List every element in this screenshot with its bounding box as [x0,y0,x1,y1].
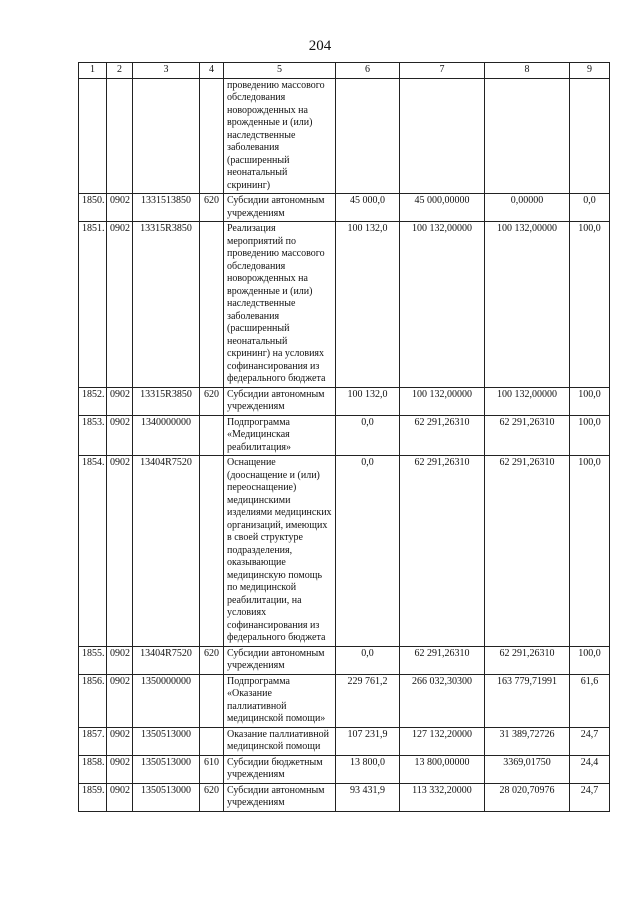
description-cell: Субсидии автономным учреждениям [224,387,336,415]
table-row [79,674,610,727]
percent-cell: 100,0 [570,387,610,415]
expense-type-cell [200,727,224,755]
section-code-cell: 0902 [107,674,133,727]
section-code-cell: 0902 [107,727,133,755]
section-code-cell: 0902 [107,415,133,456]
target-code-cell: 1350000000 [133,674,200,727]
approved-amount-cell: 127 132,20000 [400,727,485,755]
expense-type-cell [200,78,224,194]
budget-table [78,62,610,812]
header-cell: 3 [133,63,200,79]
approved-amount-cell: 45 000,00000 [400,194,485,222]
approved-amount-cell: 113 332,20000 [400,783,485,811]
row-number-cell: 1854. [79,456,107,647]
description-cell: Субсидии автономным учреждениям [224,646,336,674]
expense-type-cell: 620 [200,646,224,674]
approved-amount-cell: 13 800,00000 [400,755,485,783]
approved-amount-cell: 100 132,00000 [400,387,485,415]
section-code-cell: 0902 [107,646,133,674]
percent-cell: 100,0 [570,456,610,647]
description-cell: Реализация мероприятий по проведению массового обследования новорожденных на врожденные и (или) наследственные заболевания (расширенный неонатальный скрининг) на условиях софинансирования из федерального бюджета [224,222,336,388]
plan-amount-cell: 93 431,9 [336,783,400,811]
description-cell: проведению массового обследования новорожденных на врожденные и (или) наследственные заболевания (расширенный неонатальный скрининг) [224,78,336,194]
table-row [79,646,610,674]
table-row [79,783,610,811]
description-cell: Оснащение (дооснащение и (или) переоснащение) медицинскими изделиями медицинских организаций, имеющих в своей структуре подразделения, оказывающие медицинскую помощь по медицинской реабилитации, на условиях софинансирования из федерального бюджета [224,456,336,647]
section-code-cell: 0902 [107,387,133,415]
section-code-cell: 0902 [107,456,133,647]
description-cell: Подпрограмма «Медицинская реабилитация» [224,415,336,456]
percent-cell: 0,0 [570,194,610,222]
description-cell: Подпрограмма «Оказание паллиативной медицинской помощи» [224,674,336,727]
plan-amount-cell: 45 000,0 [336,194,400,222]
header-cell: 9 [570,63,610,79]
expense-type-cell: 610 [200,755,224,783]
table-row [79,194,610,222]
percent-cell: 100,0 [570,646,610,674]
row-number-cell: 1859. [79,783,107,811]
target-code-cell: 1340000000 [133,415,200,456]
header-cell: 5 [224,63,336,79]
plan-amount-cell: 0,0 [336,646,400,674]
table-row [79,415,610,456]
row-number-cell: 1856. [79,674,107,727]
target-code-cell: 1350513000 [133,727,200,755]
plan-amount-cell: 13 800,0 [336,755,400,783]
row-number-cell: 1858. [79,755,107,783]
target-code-cell [133,78,200,194]
plan-amount-cell: 0,0 [336,456,400,647]
row-number-cell: 1852. [79,387,107,415]
target-code-cell: 1350513000 [133,755,200,783]
executed-amount-cell: 62 291,26310 [485,456,570,647]
percent-cell: 61,6 [570,674,610,727]
expense-type-cell [200,674,224,727]
expense-type-cell [200,456,224,647]
section-code-cell: 0902 [107,194,133,222]
header-cell: 6 [336,63,400,79]
percent-cell: 24,4 [570,755,610,783]
expense-type-cell: 620 [200,783,224,811]
approved-amount-cell: 62 291,26310 [400,646,485,674]
row-number-cell: 1853. [79,415,107,456]
executed-amount-cell: 0,00000 [485,194,570,222]
target-code-cell: 1331513850 [133,194,200,222]
row-number-cell [79,78,107,194]
target-code-cell: 13404R7520 [133,646,200,674]
row-number-cell: 1851. [79,222,107,388]
executed-amount-cell: 62 291,26310 [485,646,570,674]
plan-amount-cell: 229 761,2 [336,674,400,727]
table-body [79,78,610,811]
executed-amount-cell: 100 132,00000 [485,222,570,388]
header-cell: 7 [400,63,485,79]
executed-amount-cell: 62 291,26310 [485,415,570,456]
section-code-cell: 0902 [107,755,133,783]
target-code-cell: 1350513000 [133,783,200,811]
expense-type-cell: 620 [200,387,224,415]
percent-cell: 100,0 [570,415,610,456]
expense-type-cell [200,222,224,388]
target-code-cell: 13404R7520 [133,456,200,647]
page-number: 204 [308,38,332,54]
executed-amount-cell: 163 779,71991 [485,674,570,727]
plan-amount-cell: 100 132,0 [336,387,400,415]
table-row [79,222,610,388]
row-number-cell: 1850. [79,194,107,222]
header-cell: 1 [79,63,107,79]
executed-amount-cell: 28 020,70976 [485,783,570,811]
plan-amount-cell: 0,0 [336,415,400,456]
approved-amount-cell [400,78,485,194]
plan-amount-cell [336,78,400,194]
description-cell: Оказание паллиативной медицинской помощи [224,727,336,755]
table-header-row [79,63,610,79]
section-code-cell [107,78,133,194]
approved-amount-cell: 62 291,26310 [400,456,485,647]
table-row [79,727,610,755]
table-row [79,387,610,415]
description-cell: Субсидии автономным учреждениям [224,783,336,811]
table-row [79,755,610,783]
expense-type-cell: 620 [200,194,224,222]
plan-amount-cell: 107 231,9 [336,727,400,755]
header-cell: 2 [107,63,133,79]
header-cell: 8 [485,63,570,79]
table-row [79,456,610,647]
approved-amount-cell: 100 132,00000 [400,222,485,388]
percent-cell [570,78,610,194]
executed-amount-cell: 100 132,00000 [485,387,570,415]
approved-amount-cell: 62 291,26310 [400,415,485,456]
table-row [79,78,610,194]
executed-amount-cell: 31 389,72726 [485,727,570,755]
approved-amount-cell: 266 032,30300 [400,674,485,727]
executed-amount-cell: 3369,01750 [485,755,570,783]
percent-cell: 100,0 [570,222,610,388]
executed-amount-cell [485,78,570,194]
percent-cell: 24,7 [570,727,610,755]
target-code-cell: 13315R3850 [133,222,200,388]
percent-cell: 24,7 [570,783,610,811]
plan-amount-cell: 100 132,0 [336,222,400,388]
description-cell: Субсидии бюджетным учреждениям [224,755,336,783]
section-code-cell: 0902 [107,783,133,811]
row-number-cell: 1855. [79,646,107,674]
header-cell: 4 [200,63,224,79]
section-code-cell: 0902 [107,222,133,388]
expense-type-cell [200,415,224,456]
description-cell: Субсидии автономным учреждениям [224,194,336,222]
target-code-cell: 13315R3850 [133,387,200,415]
row-number-cell: 1857. [79,727,107,755]
